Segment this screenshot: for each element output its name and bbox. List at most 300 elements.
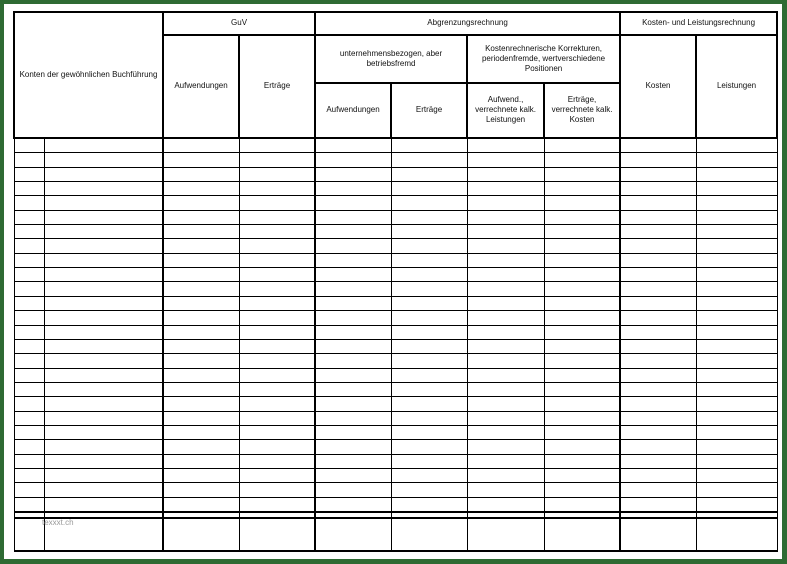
ledger-cell xyxy=(14,497,44,512)
ledger-cell xyxy=(696,518,777,551)
ledger-cell xyxy=(620,397,696,411)
ledger-cell xyxy=(44,339,163,353)
ledger-cell xyxy=(44,239,163,253)
ledger-row xyxy=(14,497,777,512)
ledger-cell xyxy=(163,382,239,396)
ledger-cell xyxy=(467,153,544,167)
performance-header: Leistungen xyxy=(696,35,777,138)
ledger-row xyxy=(14,225,777,239)
ledger-cell xyxy=(544,296,620,310)
ledger-cell xyxy=(239,196,315,210)
company-related-expenses-header: Aufwendungen xyxy=(315,83,391,138)
ledger-cell xyxy=(14,483,44,497)
ledger-cell xyxy=(620,181,696,195)
ledger-cell xyxy=(544,368,620,382)
ledger-cell xyxy=(44,382,163,396)
ledger-cell xyxy=(391,518,467,551)
ledger-cell xyxy=(620,282,696,296)
ledger-row xyxy=(14,382,777,396)
ledger-cell xyxy=(239,311,315,325)
ledger-cell xyxy=(163,518,239,551)
ledger-cell xyxy=(467,138,544,153)
ledger-row xyxy=(14,282,777,296)
ledger-cell xyxy=(315,411,391,425)
ledger-cell xyxy=(315,268,391,282)
ledger-row xyxy=(14,239,777,253)
ledger-cell xyxy=(14,225,44,239)
ledger-cell xyxy=(467,296,544,310)
form-sheet xyxy=(4,4,782,559)
ledger-cell xyxy=(696,440,777,454)
ledger-cell xyxy=(315,518,391,551)
ledger-row xyxy=(14,325,777,339)
ledger-cell xyxy=(239,354,315,368)
abgrenzung-header: Abgrenzungsrechnung xyxy=(315,12,620,35)
ledger-cell xyxy=(315,167,391,181)
ledger-cell xyxy=(44,253,163,267)
corrections-header: Kostenrechnerische Korrekturen, periodenfremde, wertverschiedene Positionen xyxy=(467,35,620,83)
ledger-cell xyxy=(620,518,696,551)
ledger-cell xyxy=(14,325,44,339)
ledger-cell xyxy=(620,225,696,239)
ledger-cell xyxy=(391,411,467,425)
ledger-cell xyxy=(391,296,467,310)
ledger-cell xyxy=(544,253,620,267)
ledger-cell xyxy=(44,225,163,239)
ledger-cell xyxy=(315,253,391,267)
ledger-row xyxy=(14,181,777,195)
ledger-cell xyxy=(620,325,696,339)
ledger-cell xyxy=(544,497,620,512)
ledger-cell xyxy=(391,382,467,396)
ledger-cell xyxy=(163,225,239,239)
ledger-cell xyxy=(163,282,239,296)
ledger-cell xyxy=(544,181,620,195)
ledger-cell xyxy=(467,382,544,396)
ledger-cell xyxy=(620,382,696,396)
ledger-cell xyxy=(14,469,44,483)
ledger-cell xyxy=(696,153,777,167)
ledger-cell xyxy=(14,210,44,224)
ledger-row xyxy=(14,454,777,468)
ledger-cell xyxy=(467,339,544,353)
ledger-cell xyxy=(44,196,163,210)
ledger-cell xyxy=(391,253,467,267)
ledger-cell xyxy=(14,368,44,382)
ledger-cell xyxy=(315,181,391,195)
ledger-cell xyxy=(696,196,777,210)
ledger-cell xyxy=(696,296,777,310)
ledger-cell xyxy=(14,426,44,440)
ledger-cell xyxy=(163,253,239,267)
ledger-cell xyxy=(391,282,467,296)
ledger-cell xyxy=(544,339,620,353)
ledger-cell xyxy=(391,196,467,210)
ledger-row xyxy=(14,167,777,181)
ledger-cell xyxy=(620,469,696,483)
ledger-cell xyxy=(391,469,467,483)
ledger-cell xyxy=(14,138,44,153)
ledger-cell xyxy=(44,426,163,440)
accounting-table xyxy=(13,11,778,552)
ledger-cell xyxy=(467,253,544,267)
ledger-cell xyxy=(696,483,777,497)
ledger-cell xyxy=(544,411,620,425)
ledger-cell xyxy=(315,454,391,468)
ledger-cell xyxy=(620,311,696,325)
ledger-cell xyxy=(14,440,44,454)
ledger-row xyxy=(14,196,777,210)
ledger-cell xyxy=(14,282,44,296)
ledger-cell xyxy=(239,397,315,411)
ledger-cell xyxy=(467,210,544,224)
ledger-cell xyxy=(544,440,620,454)
ledger-cell xyxy=(315,282,391,296)
ledger-cell xyxy=(14,518,44,551)
ledger-cell xyxy=(163,239,239,253)
ledger-cell xyxy=(391,339,467,353)
ledger-cell xyxy=(544,397,620,411)
ledger-cell xyxy=(620,354,696,368)
ledger-cell xyxy=(391,354,467,368)
ledger-cell xyxy=(467,225,544,239)
ledger-cell xyxy=(44,411,163,425)
ledger-cell xyxy=(239,138,315,153)
ledger-cell xyxy=(163,440,239,454)
ledger-cell xyxy=(14,253,44,267)
ledger-cell xyxy=(391,138,467,153)
ledger-row xyxy=(14,354,777,368)
ledger-cell xyxy=(391,153,467,167)
ledger-row xyxy=(14,253,777,267)
ledger-cell xyxy=(467,239,544,253)
ledger-cell xyxy=(14,311,44,325)
ledger-cell xyxy=(544,268,620,282)
ledger-cell xyxy=(239,167,315,181)
ledger-cell xyxy=(315,368,391,382)
ledger-cell xyxy=(391,426,467,440)
ledger-cell xyxy=(696,397,777,411)
ledger-cell xyxy=(163,311,239,325)
ledger-cell xyxy=(620,196,696,210)
ledger-cell xyxy=(239,382,315,396)
ledger-cell xyxy=(696,325,777,339)
ledger-cell xyxy=(696,253,777,267)
ledger-cell xyxy=(239,181,315,195)
ledger-cell xyxy=(44,210,163,224)
ledger-cell xyxy=(163,454,239,468)
ledger-cell xyxy=(467,497,544,512)
ledger-cell xyxy=(14,181,44,195)
account-header: Konten der gewöhnlichen Buchführung xyxy=(14,12,163,138)
ledger-cell xyxy=(620,210,696,224)
ledger-cell xyxy=(467,440,544,454)
ledger-cell xyxy=(696,210,777,224)
ledger-row xyxy=(14,483,777,497)
ledger-cell xyxy=(163,368,239,382)
ledger-cell xyxy=(44,153,163,167)
ledger-cell xyxy=(239,268,315,282)
guv-expenses-header: Aufwendungen xyxy=(163,35,239,138)
ledger-cell xyxy=(391,483,467,497)
guv-revenues-header: Erträge xyxy=(239,35,315,138)
ledger-cell xyxy=(467,268,544,282)
ledger-cell xyxy=(467,354,544,368)
ledger-cell xyxy=(544,354,620,368)
ledger-cell xyxy=(163,397,239,411)
ledger-cell xyxy=(620,440,696,454)
ledger-cell xyxy=(44,167,163,181)
ledger-cell xyxy=(391,181,467,195)
corrections-expenses-header: Aufwend., verrechnete kalk. Leistungen xyxy=(467,83,544,138)
ledger-cell xyxy=(544,153,620,167)
ledger-cell xyxy=(239,518,315,551)
ledger-cell xyxy=(315,426,391,440)
total-row xyxy=(14,518,777,551)
ledger-cell xyxy=(315,225,391,239)
ledger-cell xyxy=(544,282,620,296)
ledger-cell xyxy=(544,469,620,483)
ledger-cell xyxy=(620,497,696,512)
ledger-cell xyxy=(315,296,391,310)
ledger-cell xyxy=(467,368,544,382)
ledger-cell xyxy=(391,397,467,411)
ledger-row xyxy=(14,440,777,454)
ledger-cell xyxy=(239,325,315,339)
ledger-cell xyxy=(544,454,620,468)
ledger-cell xyxy=(239,368,315,382)
ledger-cell xyxy=(14,167,44,181)
ledger-cell xyxy=(696,354,777,368)
ledger-cell xyxy=(14,397,44,411)
ledger-cell xyxy=(315,497,391,512)
ledger-row xyxy=(14,397,777,411)
ledger-cell xyxy=(14,268,44,282)
ledger-cell xyxy=(544,426,620,440)
ledger-cell xyxy=(44,469,163,483)
ledger-cell xyxy=(467,518,544,551)
ledger-cell xyxy=(467,325,544,339)
ledger-cell xyxy=(696,138,777,153)
ledger-cell xyxy=(163,210,239,224)
ledger-cell xyxy=(467,454,544,468)
ledger-cell xyxy=(239,339,315,353)
ledger-cell xyxy=(14,339,44,353)
ledger-cell xyxy=(44,368,163,382)
ledger-cell xyxy=(239,253,315,267)
ledger-cell xyxy=(544,382,620,396)
ledger-cell xyxy=(467,426,544,440)
guv-header: GuV xyxy=(163,12,315,35)
costs-header: Kosten xyxy=(620,35,696,138)
ledger-cell xyxy=(696,167,777,181)
ledger-cell xyxy=(391,497,467,512)
ledger-cell xyxy=(696,181,777,195)
ledger-cell xyxy=(163,411,239,425)
ledger-cell xyxy=(239,426,315,440)
ledger-cell xyxy=(620,268,696,282)
ledger-cell xyxy=(239,497,315,512)
ledger-cell xyxy=(696,368,777,382)
ledger-cell xyxy=(315,325,391,339)
ledger-cell xyxy=(44,138,163,153)
ledger-cell xyxy=(315,483,391,497)
ledger-cell xyxy=(315,311,391,325)
ledger-cell xyxy=(163,153,239,167)
ledger-cell xyxy=(14,153,44,167)
ledger-row xyxy=(14,469,777,483)
ledger-cell xyxy=(696,497,777,512)
ledger-cell xyxy=(14,454,44,468)
ledger-cell xyxy=(44,397,163,411)
ledger-cell xyxy=(620,167,696,181)
ledger-cell xyxy=(239,153,315,167)
ledger-cell xyxy=(620,483,696,497)
ledger-cell xyxy=(315,339,391,353)
ledger-cell xyxy=(467,397,544,411)
ledger-cell xyxy=(467,411,544,425)
ledger-cell xyxy=(315,239,391,253)
ledger-cell xyxy=(544,225,620,239)
ledger-cell xyxy=(163,296,239,310)
kosten-leistung-header: Kosten- und Leistungsrechnung xyxy=(620,12,777,35)
ledger-row xyxy=(14,368,777,382)
ledger-cell xyxy=(44,483,163,497)
ledger-cell xyxy=(696,411,777,425)
ledger-cell xyxy=(44,296,163,310)
ledger-cell xyxy=(44,268,163,282)
ledger-row xyxy=(14,411,777,425)
ledger-cell xyxy=(315,440,391,454)
ledger-cell xyxy=(315,469,391,483)
ledger-cell xyxy=(391,440,467,454)
ledger-cell xyxy=(696,282,777,296)
ledger-cell xyxy=(163,167,239,181)
ledger-cell xyxy=(44,325,163,339)
ledger-cell xyxy=(44,440,163,454)
ledger-cell xyxy=(239,282,315,296)
ledger-cell xyxy=(544,239,620,253)
ledger-cell xyxy=(544,167,620,181)
ledger-row xyxy=(14,296,777,310)
ledger-cell xyxy=(544,311,620,325)
ledger-cell xyxy=(544,138,620,153)
ledger-cell xyxy=(391,368,467,382)
ledger-cell xyxy=(391,454,467,468)
ledger-cell xyxy=(696,311,777,325)
ledger-cell xyxy=(315,196,391,210)
ledger-cell xyxy=(467,181,544,195)
ledger-cell xyxy=(467,282,544,296)
ledger-cell xyxy=(315,397,391,411)
ledger-cell xyxy=(14,354,44,368)
ledger-cell xyxy=(467,167,544,181)
ledger-cell xyxy=(315,382,391,396)
ledger-cell xyxy=(239,210,315,224)
ledger-cell xyxy=(620,454,696,468)
ledger-cell xyxy=(239,411,315,425)
ledger-cell xyxy=(163,138,239,153)
corrections-revenues-header: Erträge, verrechnete kalk. Kosten xyxy=(544,83,620,138)
ledger-row xyxy=(14,268,777,282)
ledger-cell xyxy=(44,497,163,512)
ledger-cell xyxy=(315,354,391,368)
ledger-row xyxy=(14,426,777,440)
ledger-cell xyxy=(14,196,44,210)
ledger-cell xyxy=(239,469,315,483)
ledger-cell xyxy=(620,296,696,310)
ledger-cell xyxy=(391,225,467,239)
ledger-cell xyxy=(14,296,44,310)
ledger-cell xyxy=(163,196,239,210)
ledger-cell xyxy=(696,469,777,483)
ledger-cell xyxy=(163,426,239,440)
ledger-cell xyxy=(239,454,315,468)
ledger-cell xyxy=(239,440,315,454)
ledger-cell xyxy=(391,167,467,181)
ledger-cell xyxy=(239,239,315,253)
ledger-cell xyxy=(239,483,315,497)
ledger-cell xyxy=(163,181,239,195)
ledger-cell xyxy=(544,483,620,497)
ledger-cell xyxy=(14,239,44,253)
ledger-cell xyxy=(467,311,544,325)
ledger-cell xyxy=(315,210,391,224)
ledger-cell xyxy=(14,411,44,425)
ledger-cell xyxy=(620,368,696,382)
ledger-cell xyxy=(544,325,620,339)
ledger-cell xyxy=(14,382,44,396)
ledger-cell xyxy=(391,268,467,282)
watermark-text: texxxt.ch xyxy=(42,518,74,527)
ledger-cell xyxy=(163,268,239,282)
ledger-cell xyxy=(620,138,696,153)
ledger-cell xyxy=(696,339,777,353)
ledger-row xyxy=(14,210,777,224)
ledger-cell xyxy=(696,239,777,253)
ledger-cell xyxy=(44,354,163,368)
ledger-cell xyxy=(315,138,391,153)
ledger-cell xyxy=(544,518,620,551)
ledger-cell xyxy=(239,225,315,239)
ledger-cell xyxy=(620,239,696,253)
ledger-row xyxy=(14,138,777,153)
ledger-cell xyxy=(544,196,620,210)
ledger-cell xyxy=(44,282,163,296)
ledger-cell xyxy=(696,225,777,239)
ledger-cell xyxy=(467,196,544,210)
ledger-cell xyxy=(239,296,315,310)
ledger-cell xyxy=(391,239,467,253)
ledger-row xyxy=(14,311,777,325)
ledger-cell xyxy=(620,411,696,425)
ledger-cell xyxy=(467,483,544,497)
ledger-cell xyxy=(620,339,696,353)
ledger-cell xyxy=(391,210,467,224)
ledger-cell xyxy=(467,469,544,483)
ledger-cell xyxy=(696,268,777,282)
ledger-cell xyxy=(696,454,777,468)
ledger-row xyxy=(14,339,777,353)
ledger-cell xyxy=(163,483,239,497)
ledger-cell xyxy=(391,311,467,325)
ledger-row xyxy=(14,153,777,167)
ledger-cell xyxy=(44,311,163,325)
ledger-cell xyxy=(620,426,696,440)
ledger-cell xyxy=(315,153,391,167)
ledger-cell xyxy=(163,469,239,483)
ledger-cell xyxy=(44,181,163,195)
